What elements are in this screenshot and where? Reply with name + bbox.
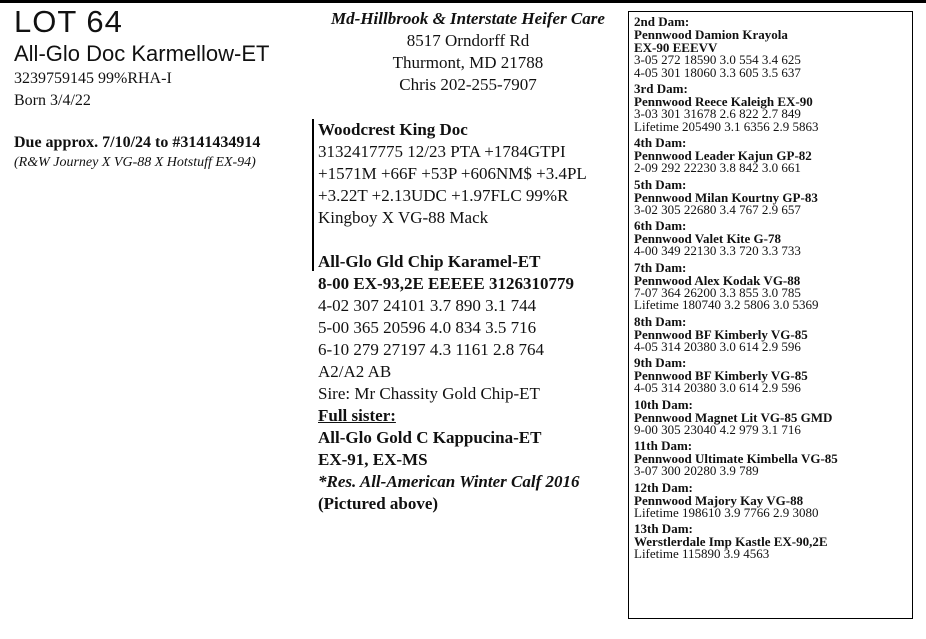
dam-entry-record: 3-05 272 18590 3.0 554 3.4 625 (634, 52, 801, 67)
dam-record: 6-10 279 27197 4.3 1161 2.8 764 (318, 340, 545, 359)
dam-entry (634, 82, 907, 133)
dam-entry-name: Pennwood Alex Kodak VG-88 (634, 272, 801, 288)
dam-entry (634, 439, 907, 478)
dam-entry-name: Pennwood Leader Kajun GP-82 (634, 148, 812, 163)
dam-entry-name: Werstlerdale Imp Kastle EX-90,2E (634, 534, 828, 549)
top-rule (0, 0, 926, 3)
dam-lineage-box (628, 11, 913, 619)
mating-pedigree: (R&W Journey X VG-88 X Hotstuff EX-94) (14, 155, 256, 170)
dam-entry (634, 481, 907, 520)
birth-date: Born 3/4/22 (14, 92, 91, 109)
dam-entry-class: EX-90 EEEVV (634, 40, 718, 55)
consignor-city: Thurmont, MD 21788 (392, 53, 544, 72)
dam-title: 5th Dam: (634, 176, 687, 192)
award-note: *Res. All-American Winter Calf 2016 (318, 472, 580, 491)
dam-sire-line: Sire: Mr Chassity Gold Chip-ET (318, 384, 540, 403)
dam-genes: A2/A2 AB (318, 362, 392, 381)
dam-entry-record: 4-05 314 20380 3.0 614 2.9 596 (634, 338, 801, 354)
dam-entry-record: 3-07 300 20280 3.9 789 (634, 463, 759, 478)
dam-title: 10th Dam: (634, 396, 693, 412)
dam-entry (634, 315, 907, 354)
consignor-address: 8517 Orndorff Rd (406, 31, 530, 50)
full-sister-class: EX-91, EX-MS (318, 450, 428, 469)
dam-entry-record: 3-03 301 31678 2.6 822 2.7 849 (634, 106, 801, 121)
dam-entry (634, 219, 907, 258)
dam-title: 11th Dam: (634, 438, 693, 453)
dam-entry (634, 356, 907, 395)
dam-entry-name: Pennwood BF Kimberly VG-85 (634, 368, 808, 383)
dam-entry-record: Lifetime 115890 3.9 4563 (634, 546, 770, 561)
dam-entry (634, 522, 907, 561)
consignor-block (308, 8, 628, 96)
dam-entry-name: Pennwood Milan Kourtny GP-83 (634, 189, 818, 205)
dam-entry (634, 178, 907, 217)
dam-entry-record: 7-07 364 26200 3.3 855 3.0 785 (634, 284, 801, 300)
dam-entry-name: Pennwood Reece Kaleigh EX-90 (634, 94, 813, 109)
consignor-name: Md-Hillbrook & Interstate Heifer Care (331, 9, 605, 28)
full-sister-label: Full sister: (318, 406, 396, 425)
registration-line: 3239759145 99%RHA-I (14, 70, 172, 87)
dam-entry-record: 4-05 301 18060 3.3 605 3.5 637 (634, 64, 801, 80)
dam-entry-name: Pennwood Valet Kite G-78 (634, 231, 781, 246)
animal-name: All-Glo Doc Karmellow-ET (14, 41, 270, 66)
dam-entry (634, 15, 907, 79)
dam-title: 2nd Dam: (634, 14, 690, 29)
dam-title: 3rd Dam: (634, 81, 688, 96)
lot-number: LOT 64 (14, 4, 123, 39)
dam-entry (634, 136, 907, 175)
sire-line: +3.22T +2.13UDC +1.97FLC 99%R (318, 186, 569, 205)
sire-bracket (312, 119, 314, 271)
pedigree-block (318, 119, 623, 515)
dam-entry-record: Lifetime 180740 3.2 5806 3.0 5369 (634, 297, 819, 312)
dam-entry-name: Pennwood Damion Krayola (634, 27, 788, 42)
pictured-note: (Pictured above) (318, 494, 439, 513)
dam-entry-name: Pennwood BF Kimberly VG-85 (634, 326, 808, 342)
full-sister-name: All-Glo Gold C Kappucina-ET (318, 428, 542, 447)
dam-name: All-Glo Gld Chip Karamel-ET (318, 252, 541, 271)
dam-entry-record: 2-09 292 22230 3.8 842 3.0 661 (634, 160, 801, 175)
dam-title: 12th Dam: (634, 479, 693, 495)
dam-title: 13th Dam: (634, 521, 693, 536)
dam-title: 7th Dam: (634, 259, 687, 275)
consignor-contact: Chris 202-255-7907 (399, 75, 537, 94)
dam-title: 6th Dam: (634, 218, 687, 233)
dam-entry (634, 261, 907, 312)
dam-title: 9th Dam: (634, 355, 687, 370)
sire-name: Woodcrest King Doc (318, 120, 468, 139)
dam-entry-record: 9-00 305 23040 4.2 979 3.1 716 (634, 421, 801, 437)
dam-entry-name: Pennwood Ultimate Kimbella VG-85 (634, 451, 838, 466)
due-date: Due approx. 7/10/24 to #3141434914 (14, 134, 261, 151)
dam-title: 8th Dam: (634, 313, 687, 329)
dam-title: 4th Dam: (634, 135, 687, 150)
dam-record: 5-00 365 20596 4.0 834 3.5 716 (318, 318, 537, 337)
sire-line: 3132417775 12/23 PTA +1784GTPI (318, 142, 566, 161)
dam-entry-record: Lifetime 205490 3.1 6356 2.9 5863 (634, 118, 819, 134)
dam-entry-name: Pennwood Majory Kay VG-88 (634, 492, 804, 508)
dam-entry-name: Pennwood Magnet Lit VG-85 GMD (634, 409, 833, 425)
dam-class-line: 8-00 EX-93,2E EEEEE 3126310779 (318, 274, 574, 293)
dam-record: 4-02 307 24101 3.7 890 3.1 744 (318, 296, 537, 315)
dam-entry-record: Lifetime 198610 3.9 7766 2.9 3080 (634, 504, 819, 520)
dam-entry-record: 4-05 314 20380 3.0 614 2.9 596 (634, 380, 801, 395)
sire-line: Kingboy X VG-88 Mack (318, 208, 489, 227)
sire-line: +1571M +66F +53P +606NM$ +3.4PL (318, 164, 587, 183)
dam-entry-record: 3-02 305 22680 3.4 767 2.9 657 (634, 201, 801, 217)
dam-entry-record: 4-00 349 22130 3.3 720 3.3 733 (634, 243, 801, 258)
dam-entry (634, 398, 907, 437)
